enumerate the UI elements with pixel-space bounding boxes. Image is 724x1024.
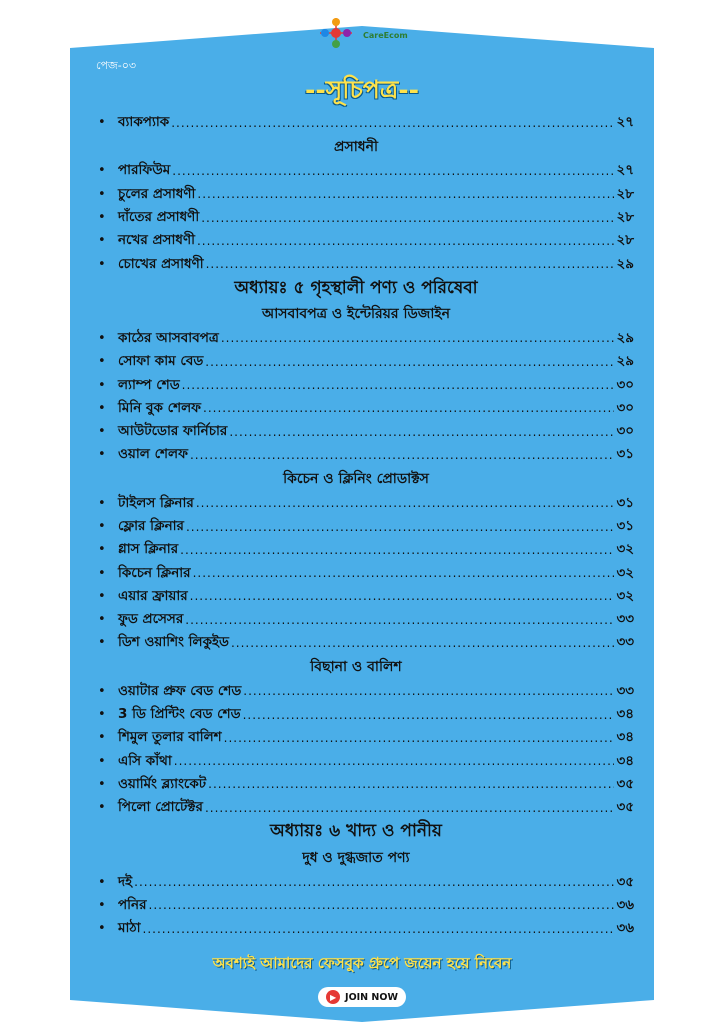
toc-page-number: ৩৪	[616, 729, 634, 746]
toc-item	[98, 894, 634, 917]
leader-dots	[206, 257, 615, 271]
toc-page-number: ৩২	[616, 541, 634, 558]
leader-dots	[193, 566, 615, 580]
toc-page-number: ২৮	[616, 232, 634, 249]
leader-dots	[190, 589, 615, 603]
toc-page-number: ৩৫	[616, 775, 634, 792]
toc-item-label: ওয়াটার প্রুফ বেড শেড	[118, 682, 242, 699]
join-now-label: JOIN NOW	[345, 991, 398, 1003]
toc-subheading: দুধ ও দুগ্ধজাত পণ্য	[302, 849, 410, 866]
toc-item	[98, 206, 634, 229]
leader-dots	[205, 355, 614, 369]
toc-item	[98, 111, 634, 134]
toc-item	[98, 515, 634, 538]
leader-dots	[190, 448, 615, 462]
toc-item-label: ওয়ার্মিং ব্ল্যাংকেট	[118, 775, 207, 792]
toc-item	[98, 159, 634, 182]
bullet-icon: •	[98, 115, 106, 131]
toc-item-label: ওয়াল শেলফ	[118, 446, 188, 463]
toc-item	[98, 373, 634, 396]
toc-page-number: ২৮	[616, 185, 634, 202]
toc-page-number: ৩০	[616, 399, 634, 416]
toc-item	[98, 492, 634, 515]
toc-subheading: কিচেন ও ক্লিনিং প্রোডাক্টস	[283, 471, 429, 488]
bullet-icon: •	[98, 233, 106, 249]
leader-dots	[172, 164, 614, 178]
bullet-icon: •	[98, 874, 106, 890]
toc-page-number: ২৯	[616, 255, 634, 272]
bullet-icon: •	[98, 730, 106, 746]
bullet-icon: •	[98, 186, 106, 202]
toc-item	[98, 538, 634, 561]
bullet-icon: •	[98, 707, 106, 723]
toc-page-number: ৩৬	[616, 920, 634, 937]
toc-item	[98, 327, 634, 350]
toc-item-label: পিলো প্রোটেক্টর	[118, 799, 203, 816]
bullet-icon: •	[98, 447, 106, 463]
page-title: --সূচিপত্র--	[304, 75, 419, 104]
toc-item-label: দই	[118, 873, 133, 890]
toc-item-label: সোফা কাম বেড	[118, 353, 204, 370]
bullet-icon: •	[98, 495, 106, 511]
leader-dots	[224, 731, 615, 745]
toc-item	[98, 397, 634, 420]
toc-chapter-heading: অধ্যায়ঃ ৫ গৃহস্থালী পণ্য ও পরিষেবা	[234, 277, 478, 298]
toc-item	[98, 608, 634, 631]
bullet-icon: •	[98, 354, 106, 370]
toc-item	[98, 229, 634, 252]
bullet-icon: •	[98, 897, 106, 913]
toc-item	[98, 631, 634, 654]
toc-page-number: ৩৬	[616, 896, 634, 913]
leader-dots	[180, 543, 614, 557]
toc-item	[98, 750, 634, 773]
leader-dots	[171, 116, 614, 130]
toc-item-label: শিমুল তুলার বালিশ	[118, 729, 222, 746]
toc-item-label: ডিশ ওয়াশিং লিকুইড	[118, 634, 229, 651]
join-now-button[interactable]	[318, 987, 406, 1007]
leader-dots	[174, 754, 615, 768]
toc-item	[98, 703, 634, 726]
toc-item	[98, 420, 634, 443]
toc-page-number: ৩৪	[616, 706, 634, 723]
toc-list	[98, 111, 634, 940]
toc-page-number: ২৯	[616, 329, 634, 346]
bullet-icon: •	[98, 776, 106, 792]
toc-page-number: ৩২	[616, 587, 634, 604]
toc-page-number: ৩০	[616, 376, 634, 393]
bullet-icon: •	[98, 800, 106, 816]
toc-page-number: ৩৩	[616, 611, 634, 628]
toc-item	[98, 680, 634, 703]
bullet-icon: •	[98, 635, 106, 651]
toc-item	[98, 773, 634, 796]
leader-dots	[197, 187, 614, 201]
bullet-icon: •	[98, 210, 106, 226]
leader-dots	[185, 613, 614, 627]
leader-dots	[143, 922, 615, 936]
bullet-icon: •	[98, 612, 106, 628]
toc-page-number: ৩১	[616, 494, 634, 511]
toc-item-label: চুলের প্রসাধণী	[118, 185, 196, 202]
toc-item-label: গ্লাস ক্লিনার	[118, 541, 179, 558]
toc-item-label: এসি কাঁথা	[118, 752, 172, 769]
toc-item	[98, 917, 634, 940]
toc-item-label: চোখের প্রসাধণী	[118, 255, 204, 272]
toc-item-label: কাঠের আসবাবপত্র	[118, 329, 219, 346]
bullet-icon: •	[98, 921, 106, 937]
page-label: পেজ-০৩	[96, 59, 137, 72]
toc-page-number: ৩১	[616, 446, 634, 463]
toc-subheading: বিছানা ও বালিশ	[310, 659, 402, 676]
toc-page-number: ২৮	[616, 209, 634, 226]
toc-item	[98, 350, 634, 373]
bullet-icon: •	[98, 400, 106, 416]
toc-item-label: পনির	[118, 896, 147, 913]
toc-item-label: কিচেন ক্লিনার	[118, 564, 191, 581]
toc-page-number: ২৯	[616, 353, 634, 370]
bullet-icon: •	[98, 588, 106, 604]
toc-page-number: ২৭	[616, 114, 634, 131]
bullet-icon: •	[98, 565, 106, 581]
bullet-icon: •	[98, 330, 106, 346]
leader-dots	[149, 898, 615, 912]
leader-dots	[231, 636, 614, 650]
toc-page-number: ৩১	[616, 518, 634, 534]
leader-dots	[243, 708, 615, 722]
toc-item-label: ল্যাম্প শেড	[118, 376, 180, 393]
toc-page-number: ৩৫	[616, 873, 634, 890]
bullet-icon: •	[98, 424, 106, 440]
leader-dots	[203, 401, 614, 415]
play-icon: ▶	[326, 990, 340, 1004]
bullet-icon: •	[98, 683, 106, 699]
toc-page-number: ৩০	[616, 423, 634, 440]
leader-dots	[134, 875, 614, 889]
bullet-icon: •	[98, 163, 106, 179]
toc-item-label: ফ্লোর ক্লিনার	[118, 518, 184, 534]
bullet-icon: •	[98, 377, 106, 393]
toc-page-number: ৩৪	[616, 752, 634, 769]
bullet-icon: •	[98, 753, 106, 769]
toc-item-label: ব্যাকপ্যাক	[118, 114, 170, 131]
leader-dots	[201, 211, 614, 225]
leader-dots	[182, 378, 615, 392]
leader-dots	[221, 331, 615, 345]
toc-item-label: আউটডোর ফার্নিচার	[118, 423, 228, 440]
toc-item	[98, 561, 634, 584]
bullet-icon: •	[98, 256, 106, 272]
toc-page-number: ২৭	[616, 162, 634, 179]
toc-item-label: 3 ডি প্রিন্টিং বেড শেড	[118, 706, 241, 723]
toc-item-label: দাঁতের প্রসাধণী	[118, 209, 200, 226]
leader-dots	[196, 496, 615, 510]
toc-item-label: টাইলস ক্লিনার	[118, 494, 194, 511]
leader-dots	[243, 684, 614, 698]
toc-page-number: ৩৩	[616, 634, 634, 651]
brand-name: CareEcom	[363, 31, 408, 40]
leader-dots	[197, 234, 614, 248]
toc-item	[98, 443, 634, 466]
toc-page-number: ৩২	[616, 564, 634, 581]
toc-item-label: পারফিউম	[118, 162, 171, 179]
toc-item-label: ফুড প্রসেসর	[118, 611, 184, 628]
toc-item-label: নখের প্রসাধণী	[118, 232, 195, 249]
toc-item-label: এয়ার ফ্রায়ার	[118, 587, 188, 604]
toc-page-number: ৩৫	[616, 799, 634, 816]
toc-item	[98, 870, 634, 893]
toc-page-number: ৩৩	[616, 682, 634, 699]
toc-item	[98, 796, 634, 819]
toc-subheading: প্রসাধনী	[334, 138, 378, 155]
facebook-group-cta: অবশ্যই আমাদের ফেসবুক গ্রুপে জয়েন হয়ে নিবেন	[212, 954, 512, 972]
leader-dots	[229, 425, 614, 439]
bullet-icon: •	[98, 542, 106, 558]
toc-subheading: আসবাবপত্র ও ইন্টেরিয়র ডিজাইন	[261, 306, 451, 323]
leader-dots	[205, 801, 615, 815]
toc-chapter-heading: অধ্যায়ঃ ৬ খাদ্য ও পানীয়	[270, 821, 442, 842]
bullet-icon: •	[98, 519, 106, 534]
toc-item	[98, 726, 634, 749]
leader-dots	[186, 520, 614, 534]
leader-dots	[208, 777, 614, 791]
toc-item-label: মাঠা	[118, 920, 141, 937]
toc-item	[98, 252, 634, 275]
toc-item	[98, 183, 634, 206]
toc-item	[98, 585, 634, 608]
toc-item-label: মিনি বুক শেলফ	[118, 399, 202, 416]
